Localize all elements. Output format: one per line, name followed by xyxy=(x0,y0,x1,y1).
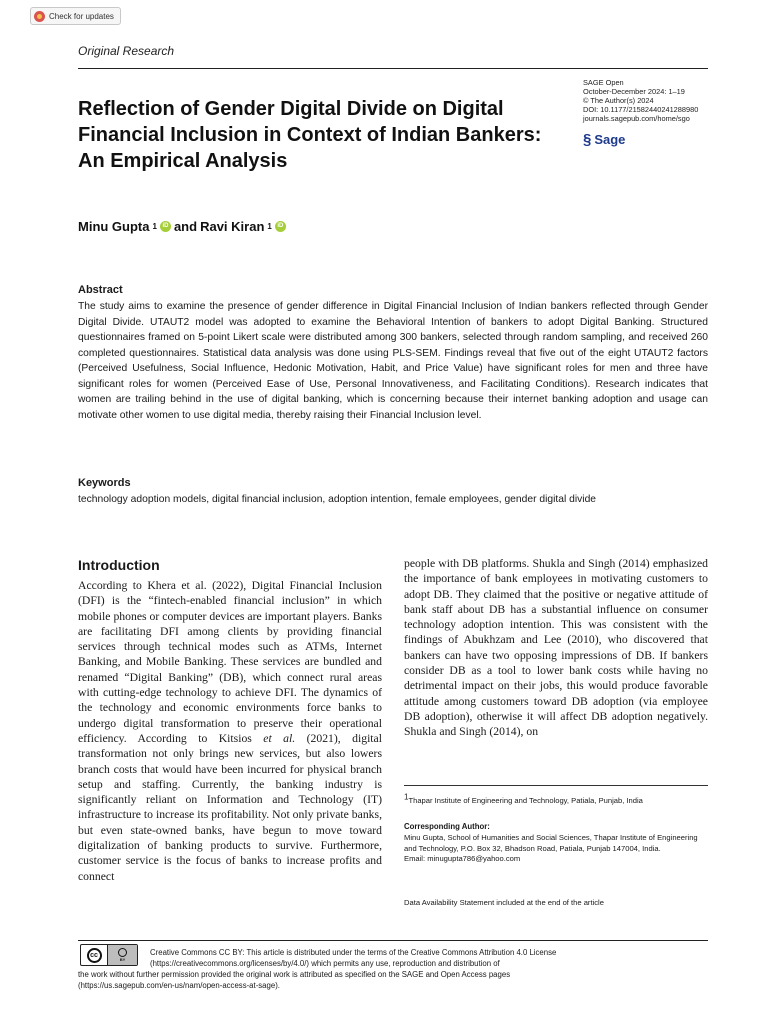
orcid-icon[interactable]: iD xyxy=(160,221,171,232)
header-divider xyxy=(78,68,708,69)
abstract-heading: Abstract xyxy=(78,284,123,296)
orcid-icon[interactable]: iD xyxy=(275,221,286,232)
article-title: Reflection of Gender Digital Divide on Digital Financial Inclusion in Context of Indian Bankers: An Empirical Analysis xyxy=(78,98,542,172)
data-availability-note: Data Availability Statement included at the end of the article xyxy=(404,898,604,907)
journal-copyright: © The Author(s) 2024 xyxy=(583,96,654,105)
keywords-heading: Keywords xyxy=(78,477,131,489)
intro-left-text-a: According to Khera et al. (2022), Digital Financial Inclusion (DFI) is the “fintech-enabled financial inclusion” in which mobile phones or computer devices are important players. Banks are facilitating DFI among clients by providing financial services through technical modes such as ATMs, Internet Banking, and Mobile Banking. These services are bundled and renamed “Digital Banking” (DB), which connect rural areas with cutting-edge technology to achieve DFI. The dynamics of the technology and economic environments force banks to undergo digital transformation to preserve their operational efficiency. According to Kitsios xyxy=(78,579,382,745)
article-type-label: Original Research xyxy=(78,44,175,58)
author-line: Minu Gupta 1 iD and Ravi Kiran 1 iD xyxy=(78,219,286,234)
sage-logo xyxy=(583,131,625,148)
affiliation-footnote xyxy=(404,792,708,806)
footnote-divider xyxy=(404,785,708,786)
crossmark-icon xyxy=(34,11,45,22)
journal-name: SAGE Open xyxy=(583,78,624,87)
journal-doi[interactable]: DOI: 10.1177/21582440241288980 xyxy=(583,105,699,114)
by-label: BY xyxy=(119,957,126,962)
cc-by-badge[interactable] xyxy=(80,944,138,966)
corresponding-author-heading: Corresponding Author: xyxy=(404,822,490,831)
corresponding-author-email[interactable]: Email: minugupta786@yahoo.com xyxy=(404,854,521,863)
keywords-text: technology adoption models, digital financial inclusion, adoption intention, female employees, gender digital divide xyxy=(78,494,597,505)
license-line-1: Creative Commons CC BY: This article is distributed under the terms of the Creative Commons Attribution 4.0 License xyxy=(150,948,557,957)
author-2-name: Ravi Kiran xyxy=(200,219,265,234)
introduction-heading: Introduction xyxy=(78,557,160,573)
intro-left-column xyxy=(78,578,382,884)
journal-issue: October-December 2024: 1–19 xyxy=(583,87,685,96)
license-line-4[interactable]: (https://us.sagepub.com/en-us/nam/open-access-at-sage). xyxy=(78,981,280,990)
author-conjunction: and xyxy=(173,219,198,234)
sage-s-icon: § xyxy=(583,131,592,148)
affiliation-text: Thapar Institute of Engineering and Technology, Patiala, Punjab, India xyxy=(408,796,643,805)
abstract-text: The study aims to examine the presence of gender difference in Digital Financial Inclusion of Indian bankers reflected through Gender Digital Divide. UTAUT2 model was adopted to examine the Behavioral Intention of bankers to adopt Digital Banking. Structured questionnaires framed on 5-point Likert scale were distributed among 300 bankers, selected through random sampling, and received 260 completed questionnaires. Statistical data analysis was done using PLS-SEM. Findings reveal that five out of the eight UTAUT2 factors (Perceived Usefulness, Social Influence, Hedonic Motivation, Habit, and Price Value) have significant roles for men and three have significant roles for women (Perceived Ease of Use, Personal Innovativeness, and Facilitating Conditions). Research indicates that women are trailing behind in the use of digital banking, which is concerning because their internet banking adoption and usage can motivate other women to use digital media, thereby raising their Financial Inclusion level. xyxy=(78,301,708,421)
license-line-3: the work without further permission provided the original work is attributed as specified on the SAGE and Open Access pages xyxy=(78,970,511,979)
intro-right-column: people with DB platforms. Shukla and Singh (2014) emphasized the importance of bank employees in motivating customers to adopt DB. They claimed that the positive or negative attitude of bank staff about DB has a substantial influence on consumer technology adoption intention. This was consistent with the findings of Abukhzam and Lee (2010), who discovered that bankers can have two opposing impressions of DB. If bankers consider DB as a tool to lower bank costs while having no detrimental impact on their jobs, this would produce favorable attitude among customers toward DB adoption (via employee DB adoption), otherwise it will affect DB adoption negatively. Shukla and Singh (2014), on xyxy=(404,557,708,739)
affiliation-sup: 1 xyxy=(404,792,409,802)
intro-left-text-b: (2021), digital transformation not only brings new services, but also lowers branch costs that would have been incurred for physical branch setup and staffing. Currently, the banking industry is significantly reliant on Information and Technology (IT) infrastructure to increase its profitability. Not only private banks, but even state-owned banks, have begun to move toward digitalization of banking products to survive. Furthermore, customer service is the focus of banks to increase profits and connect xyxy=(78,731,382,883)
attribution-person-icon xyxy=(118,948,127,957)
license-text xyxy=(150,947,710,969)
license-text-continued xyxy=(78,969,708,991)
corresponding-author-details xyxy=(404,833,708,865)
cc-icon: cc xyxy=(87,948,102,963)
corresponding-author-address: Minu Gupta, School of Humanities and Social Sciences, Thapar Institute of Engineering and Technology, P.O. Box 32, Bhadson Road, Patiala, Punjab 147004, India. xyxy=(404,833,698,853)
publisher-name: Sage xyxy=(594,132,626,147)
check-for-updates-label: Check for updates xyxy=(49,11,114,21)
license-divider xyxy=(78,940,708,941)
author-1-name: Minu Gupta xyxy=(78,219,150,234)
journal-info xyxy=(583,78,723,123)
check-for-updates-button[interactable] xyxy=(30,7,121,25)
journal-url[interactable]: journals.sagepub.com/home/sgo xyxy=(583,114,690,123)
license-line-2[interactable]: (https://creativecommons.org/licenses/by/4.0/) which permits any use, reproduction and distribution of xyxy=(150,959,500,968)
intro-left-etal: et al. xyxy=(263,731,296,745)
